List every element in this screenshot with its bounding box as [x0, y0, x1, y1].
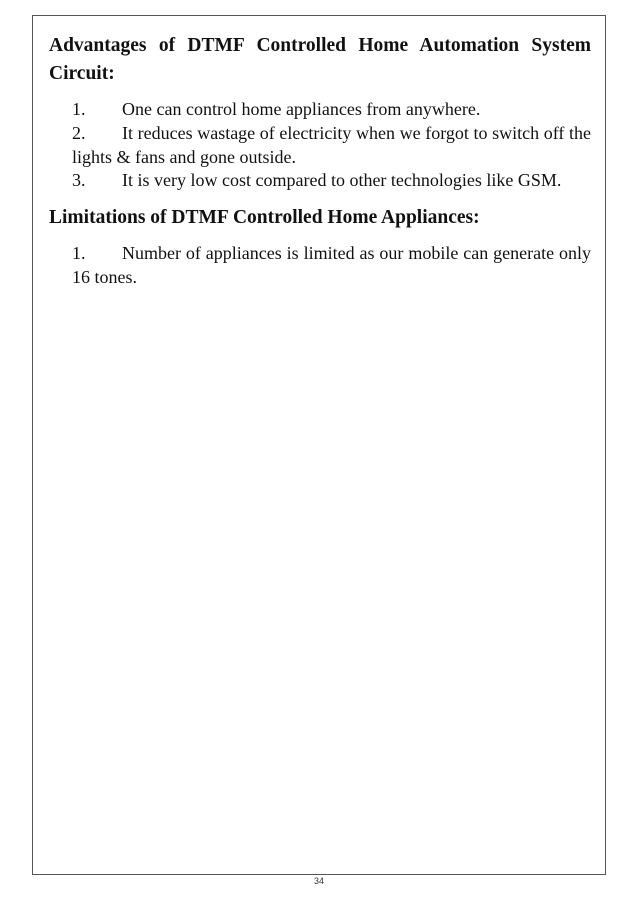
list-item [72, 98, 591, 122]
list-item [72, 242, 591, 290]
item-text: One can control home appliances from anywhere. [122, 99, 481, 119]
page-content [49, 32, 591, 290]
item-number: 2. [72, 122, 86, 143]
limitations-heading: Limitations of DTMF Controlled Home Appliances: [49, 207, 480, 229]
item-number: 1. [72, 243, 86, 264]
item-text: It reduces wastage of electricity when we forgot to switch off the lights & fans and gone outside. [72, 122, 591, 167]
advantages-list [49, 98, 591, 193]
list-item [72, 122, 591, 170]
item-text: Number of appliances is limited as our mobile can generate only 16 tones. [72, 243, 591, 287]
item-number: 3. [72, 170, 86, 191]
item-number: 1. [72, 99, 86, 119]
item-text: It is very low cost compared to other technologies like GSM. [122, 170, 562, 191]
page-number: 34 [313, 876, 324, 886]
advantages-heading: Advantages of DTMF Controlled Home Automation System Circuit: [49, 35, 591, 84]
list-item [72, 169, 591, 193]
limitations-list [49, 242, 591, 290]
